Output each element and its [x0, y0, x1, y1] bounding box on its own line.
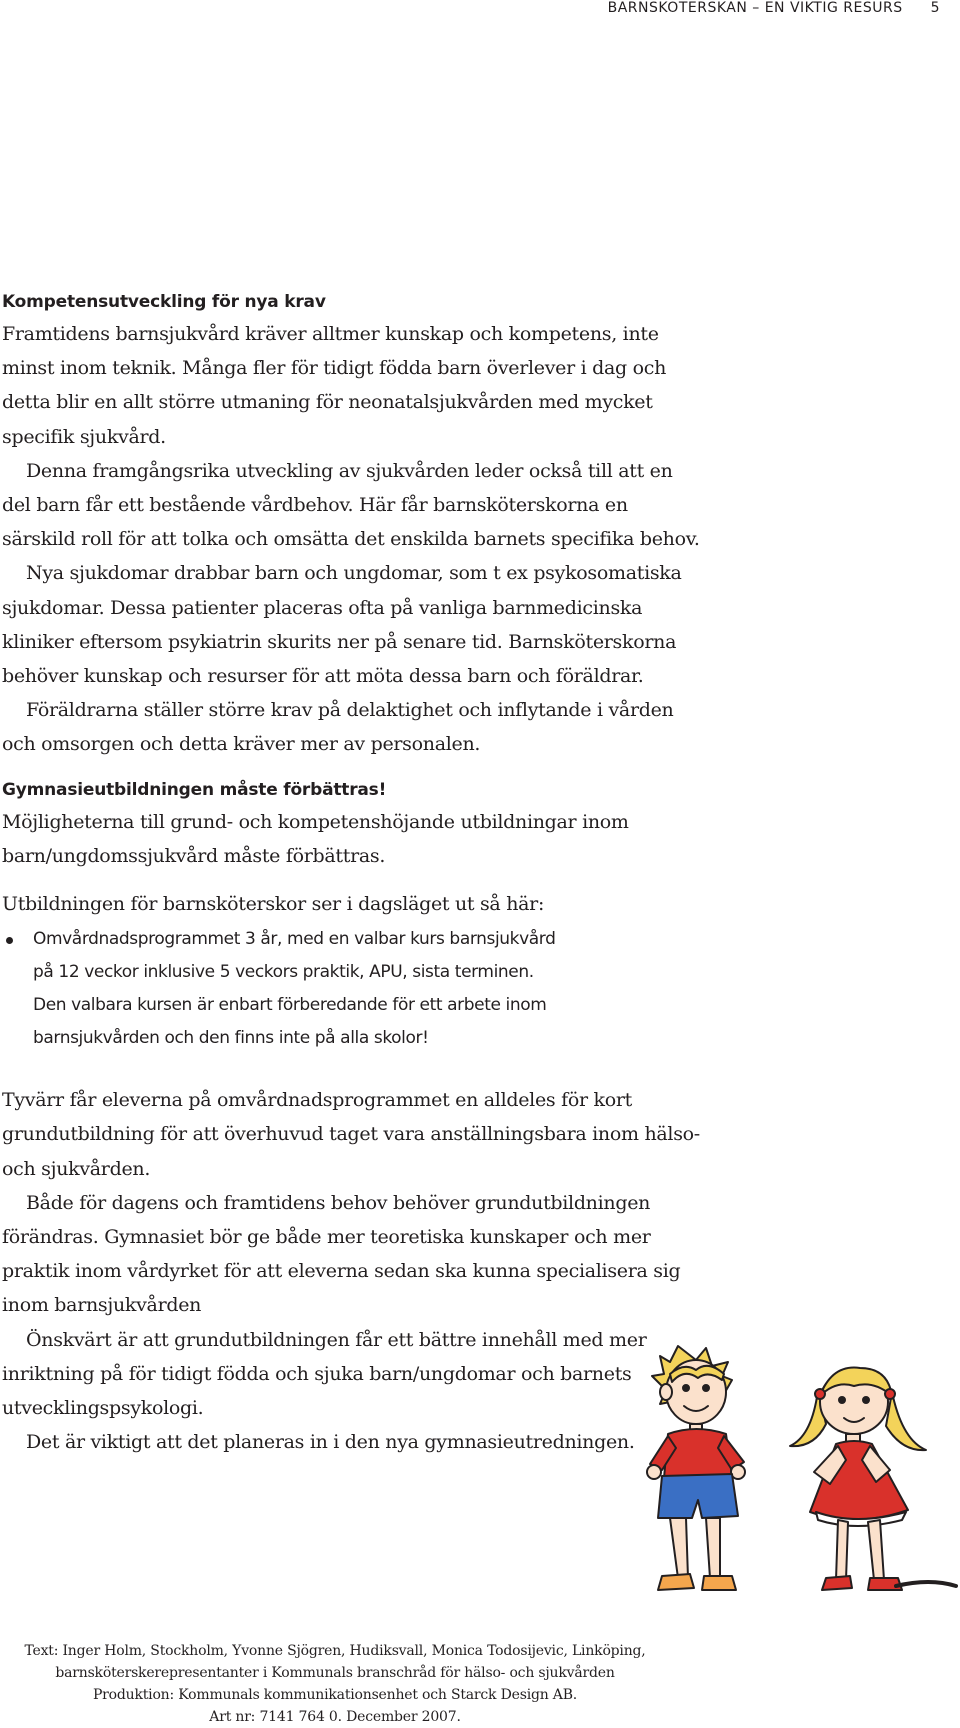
boy-figure [647, 1346, 745, 1590]
paragraph: Möjligheterna till grund- och kompetenshöjande utbildningar inom barn/ungdomssjukvård måste förbättras. [2, 810, 629, 867]
credits-line: barnsköterskerepresentanter i Kommunals branschråd för hälso- och sjukvården [55, 1665, 615, 1681]
credits-line: Produktion: Kommunals kommunikationsenhet och Starck Design AB. [92, 1687, 578, 1703]
article-body [2, 290, 702, 1459]
bullet-line: barnsjukvården och den finns inte på alla skolor! [33, 1028, 429, 1049]
bullet-item [2, 923, 702, 1055]
page-number: 5 [930, 0, 940, 16]
paragraph: Tyvärr får eleverna på omvårdnadsprogrammet en alldeles för kort grundutbildning för att överhuvud taget vara anställningsbara inom hälso- och sjukvården. [2, 1089, 700, 1180]
header-title: BARNSKÖTERSKAN – EN VIKTIG RESURS [607, 0, 903, 16]
paragraph: Det är viktigt att det planeras in i den nya gymnasieutredningen. [26, 1431, 635, 1454]
paragraph: Denna framgångsrika utveckling av sjukvården leder också till att en del barn får ett bestående vårdbehov. Här får barnsköterskorna en särskild roll för att tolka och omsätta det enskilda barnets specifika behov. [2, 459, 700, 551]
bullet-line: Omvårdnadsprogrammet 3 år, med en valbar kurs barnsjukvård [33, 929, 556, 950]
paragraph: Önskvärt är att grundutbildningen får ett bättre innehåll med mer inriktning på för tidigt födda och sjuka barn/ungdomar och barnets utvecklingspsykologi. [2, 1328, 647, 1420]
girl-figure [790, 1368, 956, 1590]
running-header [608, 0, 940, 16]
credits-line: Text: Inger Holm, Stockholm, Yvonne Sjögren, Hudiksvall, Monica Todosijevic, Linköping, [24, 1643, 646, 1659]
bullet-icon [6, 937, 13, 944]
credits-line: Art nr: 7141 764 0. December 2007. [209, 1709, 461, 1725]
section-heading-kompetens: Kompetensutveckling för nya krav [2, 292, 326, 312]
bullet-line: på 12 veckor inklusive 5 veckors praktik, APU, sista terminen. [33, 962, 534, 983]
children-illustration [640, 1340, 960, 1640]
paragraph: Föräldrarna ställer större krav på delaktighet och inflytande i vården och omsorgen och detta kräver mer av personalen. [2, 699, 674, 756]
section-heading-gymnasie: Gymnasieutbildningen måste förbättras! [2, 779, 387, 800]
education-intro: Utbildningen för barnsköterskor ser i dagsläget ut så här: [2, 893, 545, 916]
credits [0, 1640, 670, 1728]
paragraph: Framtidens barnsjukvård kräver alltmer kunskap och kompetens, inte minst inom teknik. Många fler för tidigt födda barn överlever i dag och detta blir en allt större utmaning för neonatalsjukvården med mycket specifik sjukvård. [2, 323, 667, 448]
paragraph: Nya sjukdomar drabbar barn och ungdomar, som t ex psykosomatiska sjukdomar. Dessa patienter placeras ofta på vanliga barnmedicinska kliniker eftersom psykiatrin skurits ner på senare tid. Barnsköterskorna behöver kunskap och resurser för att möta dessa barn och föräldrar. [2, 562, 682, 688]
bullet-text [33, 923, 702, 1055]
paragraph: Både för dagens och framtidens behov behöver grundutbildningen förändras. Gymnasiet bör ge både mer teoretiska kunskaper och mer praktik inom vårdyrket för att eleverna sedan ska kunna specialisera sig inom barnsjukvården [2, 1191, 681, 1317]
bullet-line: Den valbara kursen är enbart förberedande för ett arbete inom [33, 995, 547, 1016]
